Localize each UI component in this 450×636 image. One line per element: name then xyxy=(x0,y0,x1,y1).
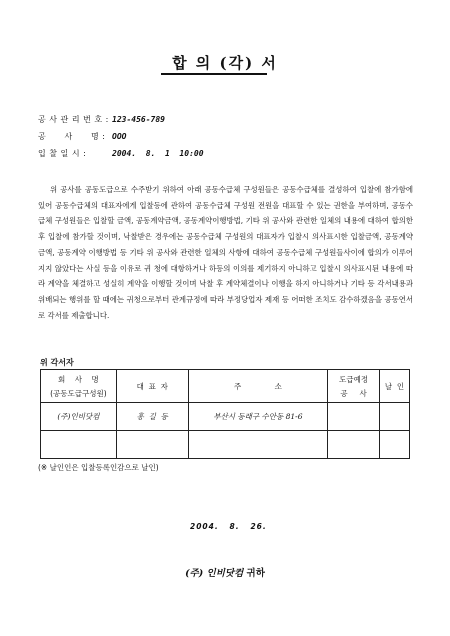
header-company: 회 사 명 (공동도급구성원) xyxy=(41,370,117,403)
header-seal: 날 인 xyxy=(380,370,410,403)
info-label: 입 찰 일 시 : xyxy=(38,149,87,158)
cell-representative xyxy=(116,431,188,459)
cell-seal xyxy=(380,431,410,459)
cell-address xyxy=(188,431,328,459)
header-address: 주 소 xyxy=(188,370,328,403)
info-label: 공 사 관 리 번 호 : xyxy=(38,115,109,124)
info-value: 2004. 8. 1 10:00 xyxy=(112,149,204,158)
cell-company xyxy=(41,431,117,459)
info-row-bid-datetime xyxy=(38,148,204,160)
signatories-table xyxy=(40,369,410,459)
document-date: 2004. 8. 26. xyxy=(190,522,267,531)
document-title: 합 의 (각) 서 xyxy=(172,54,278,72)
title-underline xyxy=(161,73,267,75)
cell-representative: 홍 길 동 xyxy=(116,403,188,431)
info-row-project-number xyxy=(38,114,165,126)
table-header-row xyxy=(41,370,410,403)
cell-share xyxy=(328,403,380,431)
info-label: 공 사 명 : xyxy=(38,132,106,141)
info-row-project-name xyxy=(38,131,126,143)
cell-share xyxy=(328,431,380,459)
cell-address: 부산시 동래구 수안동 81-6 xyxy=(188,403,328,431)
addressee-suffix: 귀하 xyxy=(243,568,265,579)
addressee-company: (주) 인비닷컴 xyxy=(185,568,244,579)
info-value: 123-456-789 xyxy=(112,115,165,124)
cell-company: (주)인비닷컴 xyxy=(41,403,117,431)
table-row xyxy=(41,431,410,459)
header-share: 도급예정 공 사 xyxy=(328,370,380,403)
header-representative: 대 표 자 xyxy=(116,370,188,403)
addressee xyxy=(0,565,450,579)
signatories-label: 위 각서자 xyxy=(40,358,74,367)
cell-seal xyxy=(380,403,410,431)
info-value: OOO xyxy=(112,132,127,141)
table-row xyxy=(41,403,410,431)
agreement-body: 위 공사를 공동도급으로 수주받기 위하여 아래 공동수급체 구성원들은 공동수급체를 결성하여 입찰에 참가함에 있어 공동수급체의 대표자에게 입찰등에 관하여 공동수급체 구성원 전원을 대표할 수 있는 권한을 부여하며, 공동수급체 구성원들은 입찰할 금액, 공동계약금액, 공동계약이행방법, 기타 위 공사와 관련한 일체의 내용에 대하여 합의한 후 입찰에 참가할 것이며, 낙찰받은 경우에는 공동수급체 구성원의 대표자가 입찰시 의사표시한 입찰금액, 공동계약금액, 공동계약 이행방법 등 기타 위 공사와 관련한 일체의 사항에 대하여 공동수급체 구성원들사이에 합의가 이루어지지 않았다는 사실 등을 이유로 귀 청에 대항하거나 하등의 이의를 제기하지 아니하고 입찰시 의사표시된 내용에 따라 계약을 체결하고 성실히 계약을 이행할 것이며 낙찰 후 계약체결이나 이행을 하지 아니하거나 기타 등 각서내용과 위배되는 행위를 할 때에는 귀청으로부터 관계규정에 따라 부정당업자 제재 등 어떠한 조치도 감수하겠음을 공동연서로 각서를 제출합니다. xyxy=(38,185,413,320)
seal-note: (※ 날인인은 입찰등록인감으로 날인) xyxy=(38,463,159,472)
